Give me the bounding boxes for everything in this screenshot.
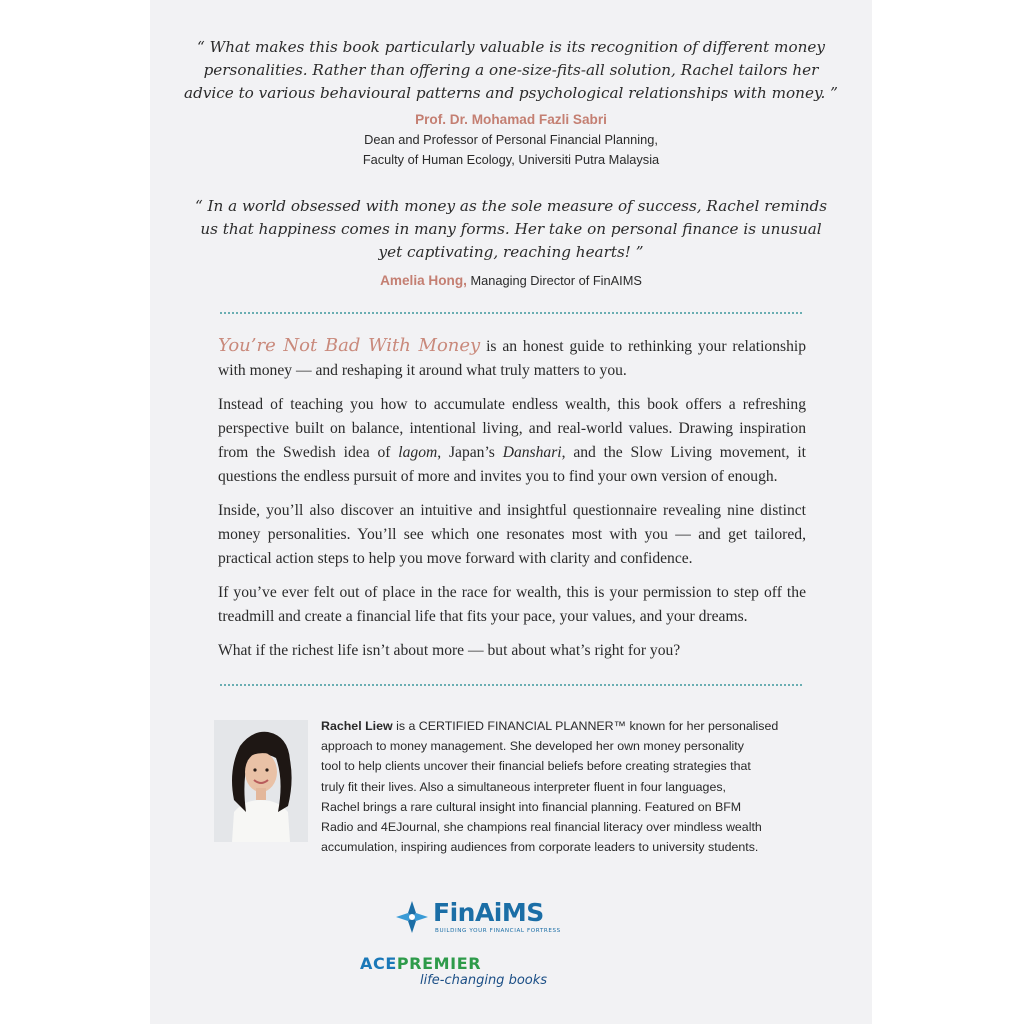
acepremier-wordmark — [360, 954, 481, 974]
bio-line: truly fit their lives. Also a simultaneous interpreter fluent in four languages, — [321, 779, 726, 794]
bio-line: approach to money management. She developed her own money personality — [321, 739, 744, 754]
quote-line: advice to various behavioural patterns and psychological relationships with money. ” — [184, 84, 838, 102]
endorsement-quote-1 — [150, 36, 872, 105]
blurb-text: is an honest guide to rethinking your relationship with money — and reshaping it around what truly matters to you. — [218, 338, 806, 379]
dotted-divider — [220, 684, 802, 686]
author-name: Rachel Liew — [321, 719, 393, 733]
bio-text: is a CERTIFIED FINANCIAL PLANNER™ known for her personalised — [392, 719, 779, 733]
finaims-logo — [395, 898, 565, 938]
compass-icon — [395, 900, 429, 934]
acepremier-logo — [360, 954, 560, 996]
bio-line: Rachel brings a rare cultural insight into financial planning. Featured on BFM — [321, 799, 742, 814]
bio-line: tool to help clients uncover their financial beliefs before creating strategies that — [321, 759, 751, 774]
book-back-cover — [150, 0, 872, 1024]
blurb-paragraph-3: Inside, you’ll also discover an intuitive and insightful questionnaire revealing nine distinct money personalities. You’ll see which one resonates most with you — and get tailored, practical action steps to help you move forward with clarity and confidence. — [218, 502, 806, 567]
dotted-divider — [220, 312, 802, 314]
endorser-role: Faculty of Human Ecology, Universiti Putra Malaysia — [362, 152, 660, 167]
author-bio — [321, 716, 817, 857]
quote-line: “ In a world obsessed with money as the sole measure of success, Rachel reminds — [194, 197, 828, 215]
finaims-tagline: BUILDING YOUR FINANCIAL FORTRESS — [435, 928, 561, 934]
endorsement-quote-2 — [150, 195, 872, 264]
endorsement-attribution-1 — [150, 110, 872, 170]
author-photo — [214, 720, 308, 842]
endorser-role: Dean and Professor of Personal Financial Planning, — [364, 132, 658, 147]
blurb-paragraph-1 — [218, 334, 806, 383]
term-danshari: Danshari — [502, 444, 562, 461]
endorser-name: Prof. Dr. Mohamad Fazli Sabri — [415, 112, 607, 127]
quote-line: us that happiness comes in many forms. Her take on personal finance is unusual — [200, 220, 822, 238]
quote-line: yet captivating, reaching hearts! ” — [378, 243, 644, 261]
acepremier-tagline: life-changing books — [420, 973, 548, 988]
finaims-wordmark: FinAiMS — [433, 898, 544, 927]
endorsement-attribution-2 — [150, 271, 872, 291]
book-title: You’re Not Bad With Money — [218, 335, 481, 356]
blurb-paragraph-2 — [218, 393, 806, 489]
blurb-text: , and the Slow Living movement, it questions the endless pursuit of more and invites you to find your own version of enough. — [218, 444, 806, 485]
blurb-paragraph-4: If you’ve ever felt out of place in the race for wealth, this is your permission to step off the treadmill and create a financial life that fits your pace, your values, and your dreams. — [218, 584, 806, 625]
endorser-role: Managing Director of FinAIMS — [466, 273, 642, 288]
book-blurb — [218, 334, 806, 673]
quote-line: “ What makes this book particularly valuable is its recognition of different money — [197, 38, 825, 56]
quote-line: personalities. Rather than offering a one-size-fits-all solution, Rachel tailors her — [203, 61, 819, 79]
bio-line: Radio and 4EJournal, she champions real financial literacy over mindless wealth — [321, 820, 762, 835]
term-lagom: lagom — [398, 444, 438, 461]
blurb-text: , Japan’s — [437, 444, 503, 461]
blurb-text: Instead of teaching you how to accumulate endless wealth, this book offers a refreshing perspective built on balance, intentional living, and real-world values. Drawing inspiration from the Swedish idea of — [218, 396, 806, 461]
endorser-name: Amelia Hong, — [380, 273, 467, 288]
ace-part: ACE — [360, 954, 397, 973]
author-portrait-illustration — [214, 720, 308, 842]
blurb-paragraph-5: What if the richest life isn’t about more — but about what’s right for you? — [218, 642, 681, 659]
premier-part: PREMIER — [396, 954, 482, 973]
bio-line: accumulation, inspiring audiences from corporate leaders to university students. — [321, 840, 759, 855]
